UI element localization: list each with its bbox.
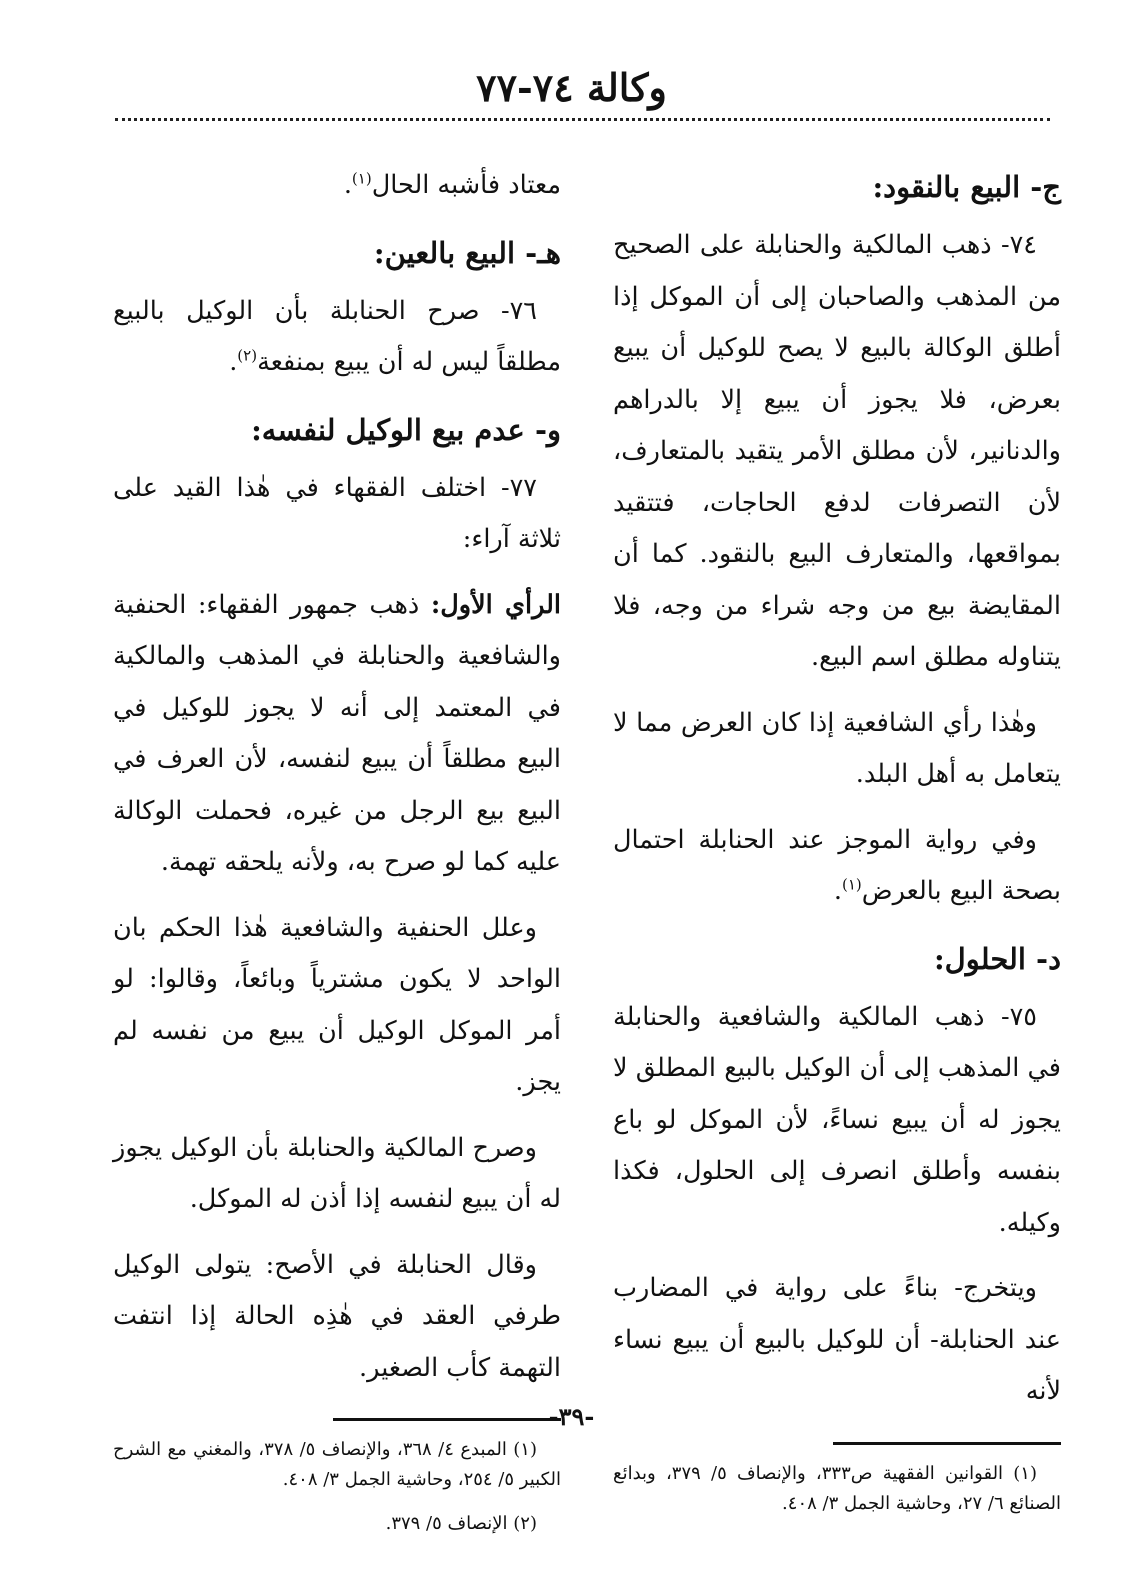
paragraph-shafii-view: وهٰذا رأي الشافعية إذا كان العرض مما لا يتعامل به أهل البلد. <box>613 707 1061 789</box>
paragraph-77: ٧٧- اختلف الفقهاء في هٰذا القيد على ثلاثة آراء: <box>113 472 561 554</box>
paragraph-mujaz: وفي رواية الموجز عند الحنابلة احتمال بصحة البيع بالعرض$^{(١)}$. <box>613 824 1061 906</box>
paragraph-76: ٧٦- صرح الحنابلة بأن الوكيل بالبيع مطلقاً ليس له أن يبيع بمنفعة$^{(٢)}$. <box>113 295 561 377</box>
paragraph-most-correct: وقال الحنابلة في الأصح: يتولى الوكيل طرفي العقد في هٰذِه الحالة إذا انتفت التهمة كأب الصغير. <box>113 1249 561 1383</box>
footnote-ref: (١) <box>842 875 862 894</box>
paragraph-justification: وعلل الحنفية والشافعية هٰذا الحكم بان الواحد لا يكون مشترياً وبائعاً، وقالوا: لو أمر الموكل الوكيل أن يبيع من نفسه لم يجز. <box>113 912 561 1097</box>
paragraph-continuation: معتاد فأشبه الحال$^{(١)}$. <box>343 169 561 200</box>
paragraph-permission: وصرح المالكية والحنابلة بأن الوكيل يجوز له أن يبيع لنفسه إذا أذن له الموكل. <box>113 1132 561 1214</box>
footnote-left-1: (١) المبدع ٤/ ٣٦٨، والإنصاف ٥/ ٣٧٨، والمغني مع الشرح الكبير ٥/ ٢٥٤، وحاشية الجمل ٣/ ٤٠٨. <box>113 1439 561 1490</box>
first-opinion-label: الرأي الأول: <box>430 589 561 620</box>
section-heading-sale-for-benefit: هـ- البيع بالعين: <box>373 235 561 270</box>
paragraph-first-opinion: الرأي الأول: ذهب جمهور الفقهاء: الحنفية والشافعية والحنابلة في المذهب والمالكية في المعتمد إلى أنه لا يجوز للوكيل في البيع مطلقاً أن يبيع لنفسه، لأن العرف في البيع بيع الرجل من غيره، فحملت الوكالة عليه كما لو صرح به، ولأنه يلحقه تهمة. <box>113 589 561 877</box>
header-dotted-divider <box>115 118 1050 121</box>
left-column <box>113 160 561 1553</box>
footnote-left-2: (٢) الإنصاف ٥/ ٣٧٩. <box>385 1513 537 1534</box>
section-heading-cash-sale: ج- البيع بالنقود: <box>872 170 1061 204</box>
page-header-title: وكالة ٧٤-٧٧ <box>476 65 667 110</box>
section-heading-immediate-payment: د- الحلول: <box>933 941 1061 976</box>
footnote-ref: (١) <box>351 169 372 188</box>
footnote-right-1: (١) القوانين الفقهية ص٣٣٣، والإنصاف ٥/ ٣٧٩، وبدائع الصنائع ٦/ ٢٧، وحاشية الجمل ٣/ ٤٠٨. <box>613 1462 1061 1514</box>
paragraph-mujaz-text: وفي رواية الموجز عند الحنابلة احتمال بصحة البيع بالعرض <box>613 824 1061 906</box>
paragraph-74: ٧٤- ذهب المالكية والحنابلة على الصحيح من المذهب والصاحبان إلى أن الموكل إذا أطلق الوكالة بالبيع لا يصح للوكيل أن يبيع بعرض، فلا يجوز أن يبيع إلا بالدراهم والدنانير، لأن مطلق الأمر يتقيد بالمتعارف، لأن التصرفات لدفع الحاجات، فتتقيد بمواقعها، والمتعارف البيع بالنقود. كما أن المقايضة بيع من وجه شراء من وجه، فلا يتناوله مطلق اسم البيع. <box>613 230 1061 672</box>
section-heading-agent-self-sale: و- عدم بيع الوكيل لنفسه: <box>251 412 561 447</box>
page-number: -٣٩- <box>548 1402 595 1431</box>
footnote-ref: (٢) <box>237 346 258 365</box>
right-column <box>613 160 1061 1533</box>
paragraph-75: ٧٥- ذهب المالكية والشافعية والحنابلة في المذهب إلى أن الوكيل بالبيع المطلق لا يجوز له أن يبيع نساءً، لأن الموكل لو باع بنفسه وأطلق انصرف إلى الحلول، فكذا وكيله. <box>613 1001 1061 1238</box>
paragraph-takhrij: ويتخرج- بناءً على رواية في المضارب عند الحنابلة- أن للوكيل بالبيع أن يبيع نساء لأنه <box>613 1273 1061 1406</box>
footnote-divider <box>833 1442 1061 1445</box>
